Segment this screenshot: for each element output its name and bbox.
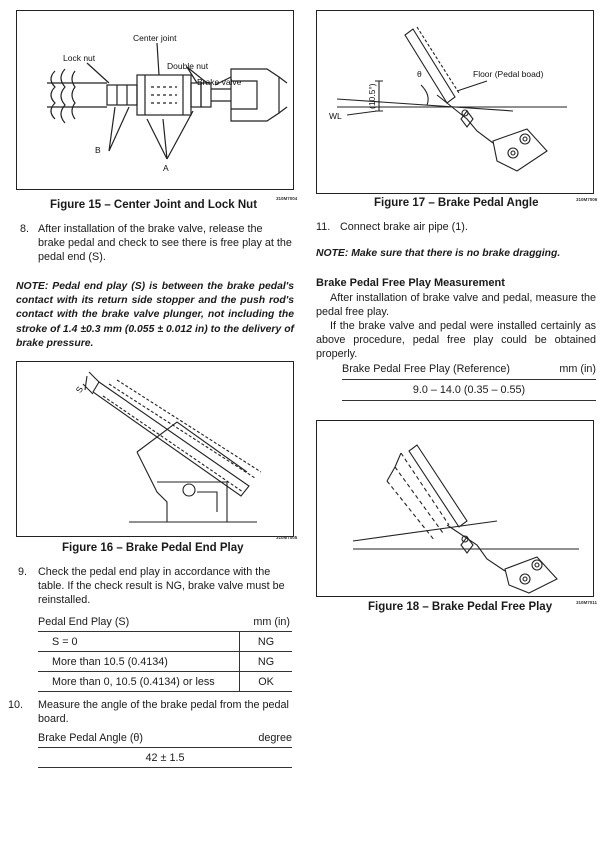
table-angle-rule — [38, 767, 292, 768]
figure-17-code: 310M7006 — [576, 197, 598, 202]
figure-17 — [316, 10, 594, 194]
table-cell-condition: S = 0 — [52, 635, 78, 648]
fig15-label-center-joint: Center joint — [133, 33, 177, 43]
fig15-label-b: B — [95, 145, 101, 155]
table-free-play-rule — [342, 400, 596, 401]
figure-15-code: 310M7004 — [276, 196, 298, 201]
table-free-play-header-unit: mm (in) — [559, 363, 596, 375]
step-10 — [8, 698, 292, 728]
table-cell-condition: More than 0, 10.5 (0.4134) or less — [52, 675, 215, 688]
figure-18-code: 310M7011 — [576, 600, 598, 605]
figure-16 — [16, 361, 294, 537]
figure-16-drawing — [17, 362, 293, 536]
table-cell-result: NG — [239, 632, 292, 651]
figure-15-drawing — [17, 11, 293, 189]
fig16-label-s: S — [73, 384, 86, 395]
figure-18-caption: Figure 18 – Brake Pedal Free Play — [368, 601, 553, 613]
table-free-play-value: 9.0 – 14.0 (0.35 – 0.55) — [412, 384, 526, 396]
fig17-label-wl: WL — [329, 111, 342, 121]
table-angle-header-unit: degree — [258, 732, 292, 744]
figure-17-drawing — [317, 11, 593, 193]
figure-18 — [316, 420, 594, 597]
note-pedal-end-play: NOTE: Pedal end play (S) is between the brake pedal's contact with its return side stopper and the push rod's contact with the brake valve plunger, not including the stroke of 1.4 ±0.3 mm (0.055 ± 0.012 in) to the delivery of brake pressure. — [16, 281, 294, 349]
table-angle-rule — [38, 747, 292, 748]
step-10-text: Measure the angle of the brake pedal from the pedal board. — [38, 699, 289, 726]
table-pedal-end-play — [38, 612, 292, 692]
table-angle-header — [38, 732, 292, 744]
fig17-label-floor: Floor (Pedal boad) — [473, 69, 544, 79]
fig15-label-brake-valve: Brake valve — [197, 77, 242, 87]
table-cell-condition: More than 10.5 (0.4134) — [52, 655, 168, 668]
figure-15 — [16, 10, 294, 190]
figure-16-caption: Figure 16 – Brake Pedal End Play — [62, 542, 244, 554]
table-brake-pedal-angle — [38, 732, 292, 772]
free-play-para-2: If the brake valve and pedal were installed certainly as above procedure, pedal free play could be obtained properly. — [316, 320, 596, 361]
free-play-para-1: After installation of brake valve and pedal, measure the pedal free play. — [316, 292, 596, 319]
table-angle-value: 42 ± 1.5 — [145, 752, 185, 764]
fig15-label-double-nut: Double nut — [167, 61, 209, 71]
step-9 — [16, 565, 292, 609]
figure-15-caption: Figure 15 – Center Joint and Lock Nut — [50, 199, 258, 211]
step-8-text: After installation of the brake valve, release the brake pedal and check to see there is free play at the pedal end (S). — [38, 223, 292, 264]
table-end-play-header — [38, 612, 292, 632]
figure-18-drawing — [317, 421, 593, 596]
step-11-number: 11. — [316, 221, 331, 233]
table-free-play-header-label: Brake Pedal Free Play (Reference) — [342, 363, 511, 375]
step-10-number: 10. — [8, 699, 24, 711]
table-end-play-header-label: Pedal End Play (S) — [38, 615, 130, 628]
fig17-label-theta: θ — [417, 69, 422, 79]
figure-16-code: 310M7005 — [276, 535, 298, 540]
table-cell-result: OK — [239, 672, 292, 691]
table-row — [38, 672, 292, 692]
fig17-label-angle: (10.5°) — [367, 83, 377, 109]
table-brake-pedal-free-play — [342, 363, 596, 403]
step-9-text: Check the pedal end play in accordance with the table. If the check result is NG, brake valve must be reinstalled. — [38, 566, 285, 607]
step-9-number: 9. — [18, 566, 28, 578]
free-play-heading: Brake Pedal Free Play Measurement — [316, 277, 505, 289]
table-free-play-header — [342, 363, 596, 375]
step-11-text: Connect brake air pipe (1). — [340, 221, 468, 233]
step-8 — [16, 222, 292, 266]
fig15-label-lock-nut: Lock nut — [63, 53, 96, 63]
table-row — [38, 652, 292, 672]
table-end-play-header-unit: mm (in) — [253, 615, 290, 628]
table-free-play-rule — [342, 379, 596, 380]
step-8-number: 8. — [20, 223, 30, 235]
figure-17-caption: Figure 17 – Brake Pedal Angle — [374, 197, 539, 209]
table-angle-header-label: Brake Pedal Angle (θ) — [38, 732, 144, 744]
table-row — [38, 632, 292, 652]
fig15-label-a: A — [163, 163, 169, 173]
step-11 — [316, 220, 592, 236]
note-no-brake-dragging: NOTE: Make sure that there is no brake dragging. — [316, 248, 561, 259]
table-cell-result: NG — [239, 652, 292, 671]
